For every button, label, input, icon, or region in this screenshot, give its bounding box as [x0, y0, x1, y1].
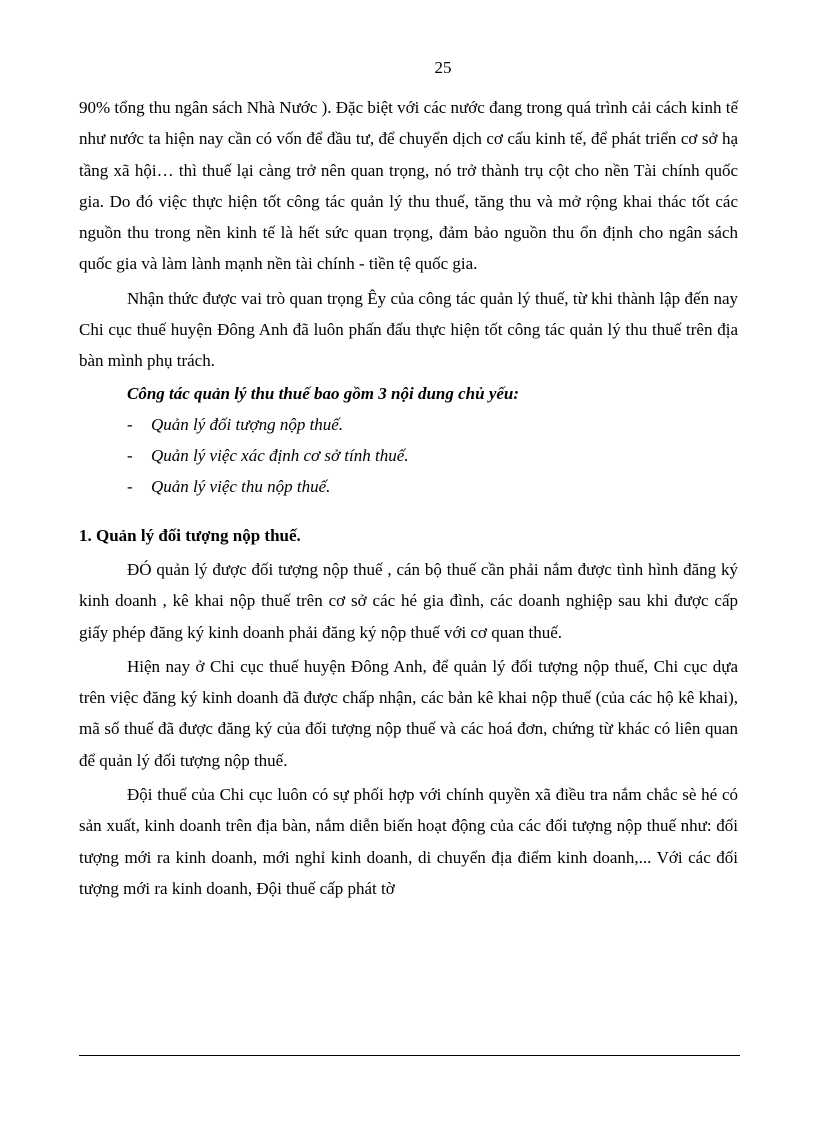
paragraph-1: 90% tổng thu ngân sách Nhà Nước ). Đặc biệt với các nước đang trong quá trình cải cách kinh tế như nước ta hiện nay cần có vốn để đầu tư, để chuyển dịch cơ cấu kinh tế, để phát triển cơ sở hạ tầng xã hội… thì thuế lại càng trở nên quan trọng, nó trở thành trụ cột cho nền Tài chính quốc gia. Do đó việc thực hiện tốt công tác quản lý thu thuế, tăng thu và mở rộng khai thác tốt các nguồn thu trong nền kinh tế là hết sức quan trọng, đảm bảo nguồn thu ổn định cho ngân sách quốc gia và làm lành mạnh nền tài chính - tiền tệ quốc gia.	[79, 98, 738, 274]
footer-divider	[79, 1055, 740, 1056]
section-heading: 1. Quản lý đối tượng nộp thuế.	[79, 525, 301, 545]
paragraph-5: Đội thuế của Chi cục luôn có sự phối hợp với chính quyền xã điều tra nắm chắc sè hé có sản xuất, kinh doanh trên địa bàn, nắm diễn biến hoạt động của các đối tượng nộp thuế như: đối tượng mới ra kinh doanh, mới nghỉ kinh doanh, di chuyển địa điểm kinh doanh,... Với các đối tượng mới ra kinh doanh, Đội thuế cấp phát tờ	[79, 785, 738, 898]
page-number: 25	[434, 58, 452, 77]
paragraph-3: ĐÓ quản lý được đối tượng nộp thuế , cán bộ thuế cần phải nắm được tình hình đăng ký kinh doanh , kê khai nộp thuế trên cơ sở các hé gia đình, các doanh nghiệp sau khi được cấp giấy phép đăng ký kinh doanh phải đăng ký nộp thuế với cơ quan thuế.	[79, 559, 738, 642]
list-item-text: Quản lý đối tượng nộp thuế.	[151, 414, 344, 434]
dash-bullet-icon: -	[127, 414, 133, 434]
dash-bullet-icon: -	[127, 445, 133, 465]
document-body	[79, 92, 738, 904]
paragraph-4: Hiện nay ở Chi cục thuế huyện Đông Anh, để quản lý đối tượng nộp thuế, Chi cục dựa trên việc đăng ký kinh doanh đã được chấp nhận, các bản kê khai nộp thuế (của các hộ kê khai), mã số thuế đã được đăng ký của đối tượng nộp thuế và các hoá đơn, chứng từ khác có liên quan để quản lý đối tượng nộp thuế.	[79, 656, 738, 770]
list-item-text: Quản lý việc xác định cơ sở tính thuế.	[151, 445, 409, 465]
list-item	[79, 440, 738, 471]
dash-bullet-icon: -	[127, 476, 133, 496]
paragraph-2: Nhận thức được vai trò quan trọng Êy của công tác quản lý thuế, từ khi thành lập đến nay Chi cục thuế huyện Đông Anh đã luôn phấn đấu thực hiện tốt công tác quản lý thu thuế trên địa bàn mình phụ trách.	[79, 288, 738, 371]
list-lead-heading: Công tác quản lý thu thuế bao gồm 3 nội dung chủ yếu:	[127, 383, 520, 403]
list-item-text: Quản lý việc thu nộp thuế.	[151, 476, 331, 496]
list-item	[79, 409, 738, 440]
content-list	[79, 409, 738, 502]
list-item	[79, 471, 738, 502]
